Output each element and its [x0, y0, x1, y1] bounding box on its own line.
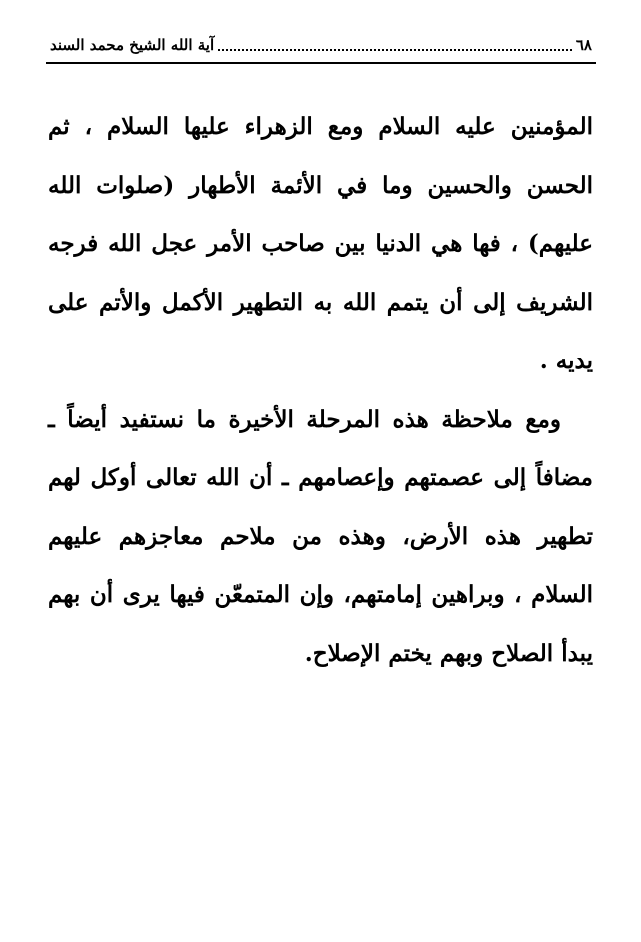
- header-dot-leader: [218, 48, 572, 51]
- page-number: ٦٨: [575, 36, 592, 54]
- paragraph-1: المؤمنين عليه السلام ومع الزهراء عليها السلام ، ثم الحسن والحسين وما في الأئمة الأطهار (صلوات الله عليهم) ، فها هي الدنيا بين صاحب الأمر عجل الله فرجه الشريف إلى أن يتمم الله به التطهير الأكمل والأتم على يديه .: [48, 113, 593, 374]
- running-title: آية الله الشيخ محمد السند: [50, 36, 215, 54]
- paragraph-2: ومع ملاحظة هذه المرحلة الأخيرة ما نستفيد أيضاً ـ مضافاً إلى عصمتهم وإعصامهم ـ أن الله تعالى أوكل لهم تطهير هذه الأرض، وهذه من ملاحم معاجزهم عليهم السلام ، وبراهين إمامتهم، وإن المتمعّن فيها يرى أن بهم يبدأ الصلاح وبهم يختم الإصلاح.: [48, 405, 593, 667]
- main-text: [48, 98, 593, 683]
- page-header: [46, 30, 596, 56]
- header-divider: [46, 62, 596, 64]
